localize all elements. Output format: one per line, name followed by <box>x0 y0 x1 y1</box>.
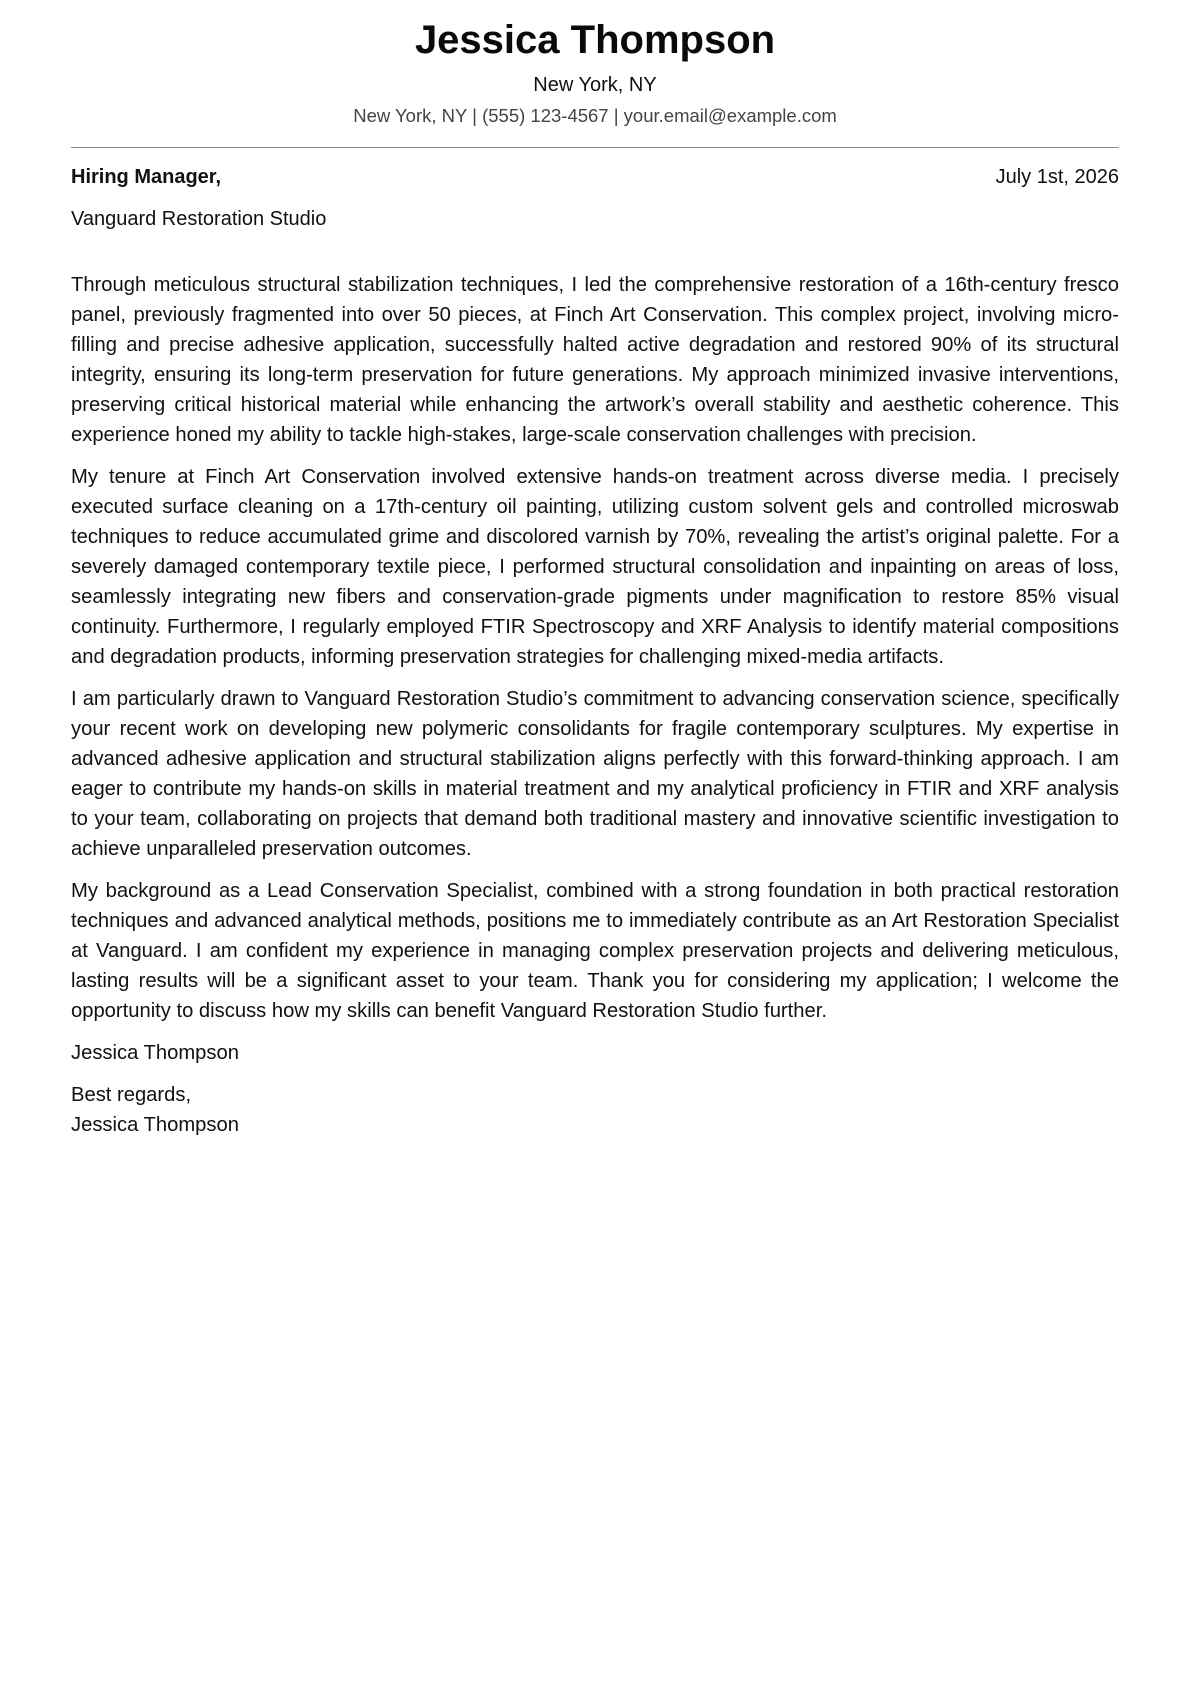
recipient-date-row <box>71 164 1119 190</box>
signature-name: Jessica Thompson <box>71 1042 239 1064</box>
applicant-name: Jessica Thompson <box>414 18 776 62</box>
letter-header <box>71 0 1119 128</box>
recipient-company: Vanguard Restoration Studio <box>71 208 327 230</box>
body-paragraph: My background as a Lead Conservation Specialist, combined with a strong foundation in both practical restoration techniques and advanced analytical methods, positions me to immediately contribute as an Art Restoration Specialist at Vanguard. I am confident my experience in managing complex preservation projects and delivering meticulous, lasting results will be a significant asset to your team. Thank you for considering my application; I welcome the opportunity to discuss how my skills can benefit Vanguard Restoration Studio further. <box>71 880 1119 1022</box>
body-paragraph: My tenure at Finch Art Conservation involved extensive hands-on treatment across diverse media. I precisely executed surface cleaning on a 17th-century oil painting, utilizing custom solvent gels and controlled microswab techniques to reduce accumulated grime and discolored varnish by 70%, revealing the artist’s original palette. For a severely damaged contemporary textile piece, I performed structural consolidation and inpainting on areas of loss, seamlessly integrating new fibers and conservation-grade pigments under magnification to restore 85% visual continuity. Furthermore, I regularly employed FTIR Spectroscopy and XRF Analysis to identify material compositions and degradation products, informing preservation strategies for challenging mixed-media artifacts. <box>71 466 1119 668</box>
letter-date: July 1st, 2026 <box>995 166 1119 188</box>
closing-phrase: Best regards, <box>71 1084 192 1106</box>
applicant-contact-line: New York, NY | (555) 123-4567 | your.email@example.com <box>353 105 837 126</box>
closing-block <box>71 1080 1119 1140</box>
header-divider <box>71 147 1119 148</box>
letter-body <box>71 270 1119 1026</box>
recipient-salutation: Hiring Manager, <box>71 166 222 188</box>
applicant-location: New York, NY <box>533 74 657 96</box>
body-paragraph: Through meticulous structural stabilization techniques, I led the comprehensive restoration of a 16th-century fresco panel, previously fragmented into over 50 pieces, at Finch Art Conservation. This complex project, involving micro-filling and precise adhesive application, successfully halted active degradation and restored 90% of its structural integrity, ensuring its long-term preservation for future generations. My approach minimized invasive interventions, preserving critical historical material while enhancing the artwork’s overall stability and aesthetic coherence. This experience honed my ability to tackle high-stakes, large-scale conservation challenges with precision. <box>71 274 1119 446</box>
closing-name: Jessica Thompson <box>71 1114 239 1136</box>
body-paragraph: I am particularly drawn to Vanguard Restoration Studio’s commitment to advancing conservation science, specifically your recent work on developing new polymeric consolidants for fragile contemporary sculptures. My expertise in advanced adhesive application and structural stabilization aligns perfectly with this forward-thinking approach. I am eager to contribute my hands-on skills in material treatment and my analytical proficiency in FTIR and XRF analysis to your team, collaborating on projects that demand both traditional mastery and innovative scientific investigation to achieve unparalleled preservation outcomes. <box>71 688 1119 860</box>
